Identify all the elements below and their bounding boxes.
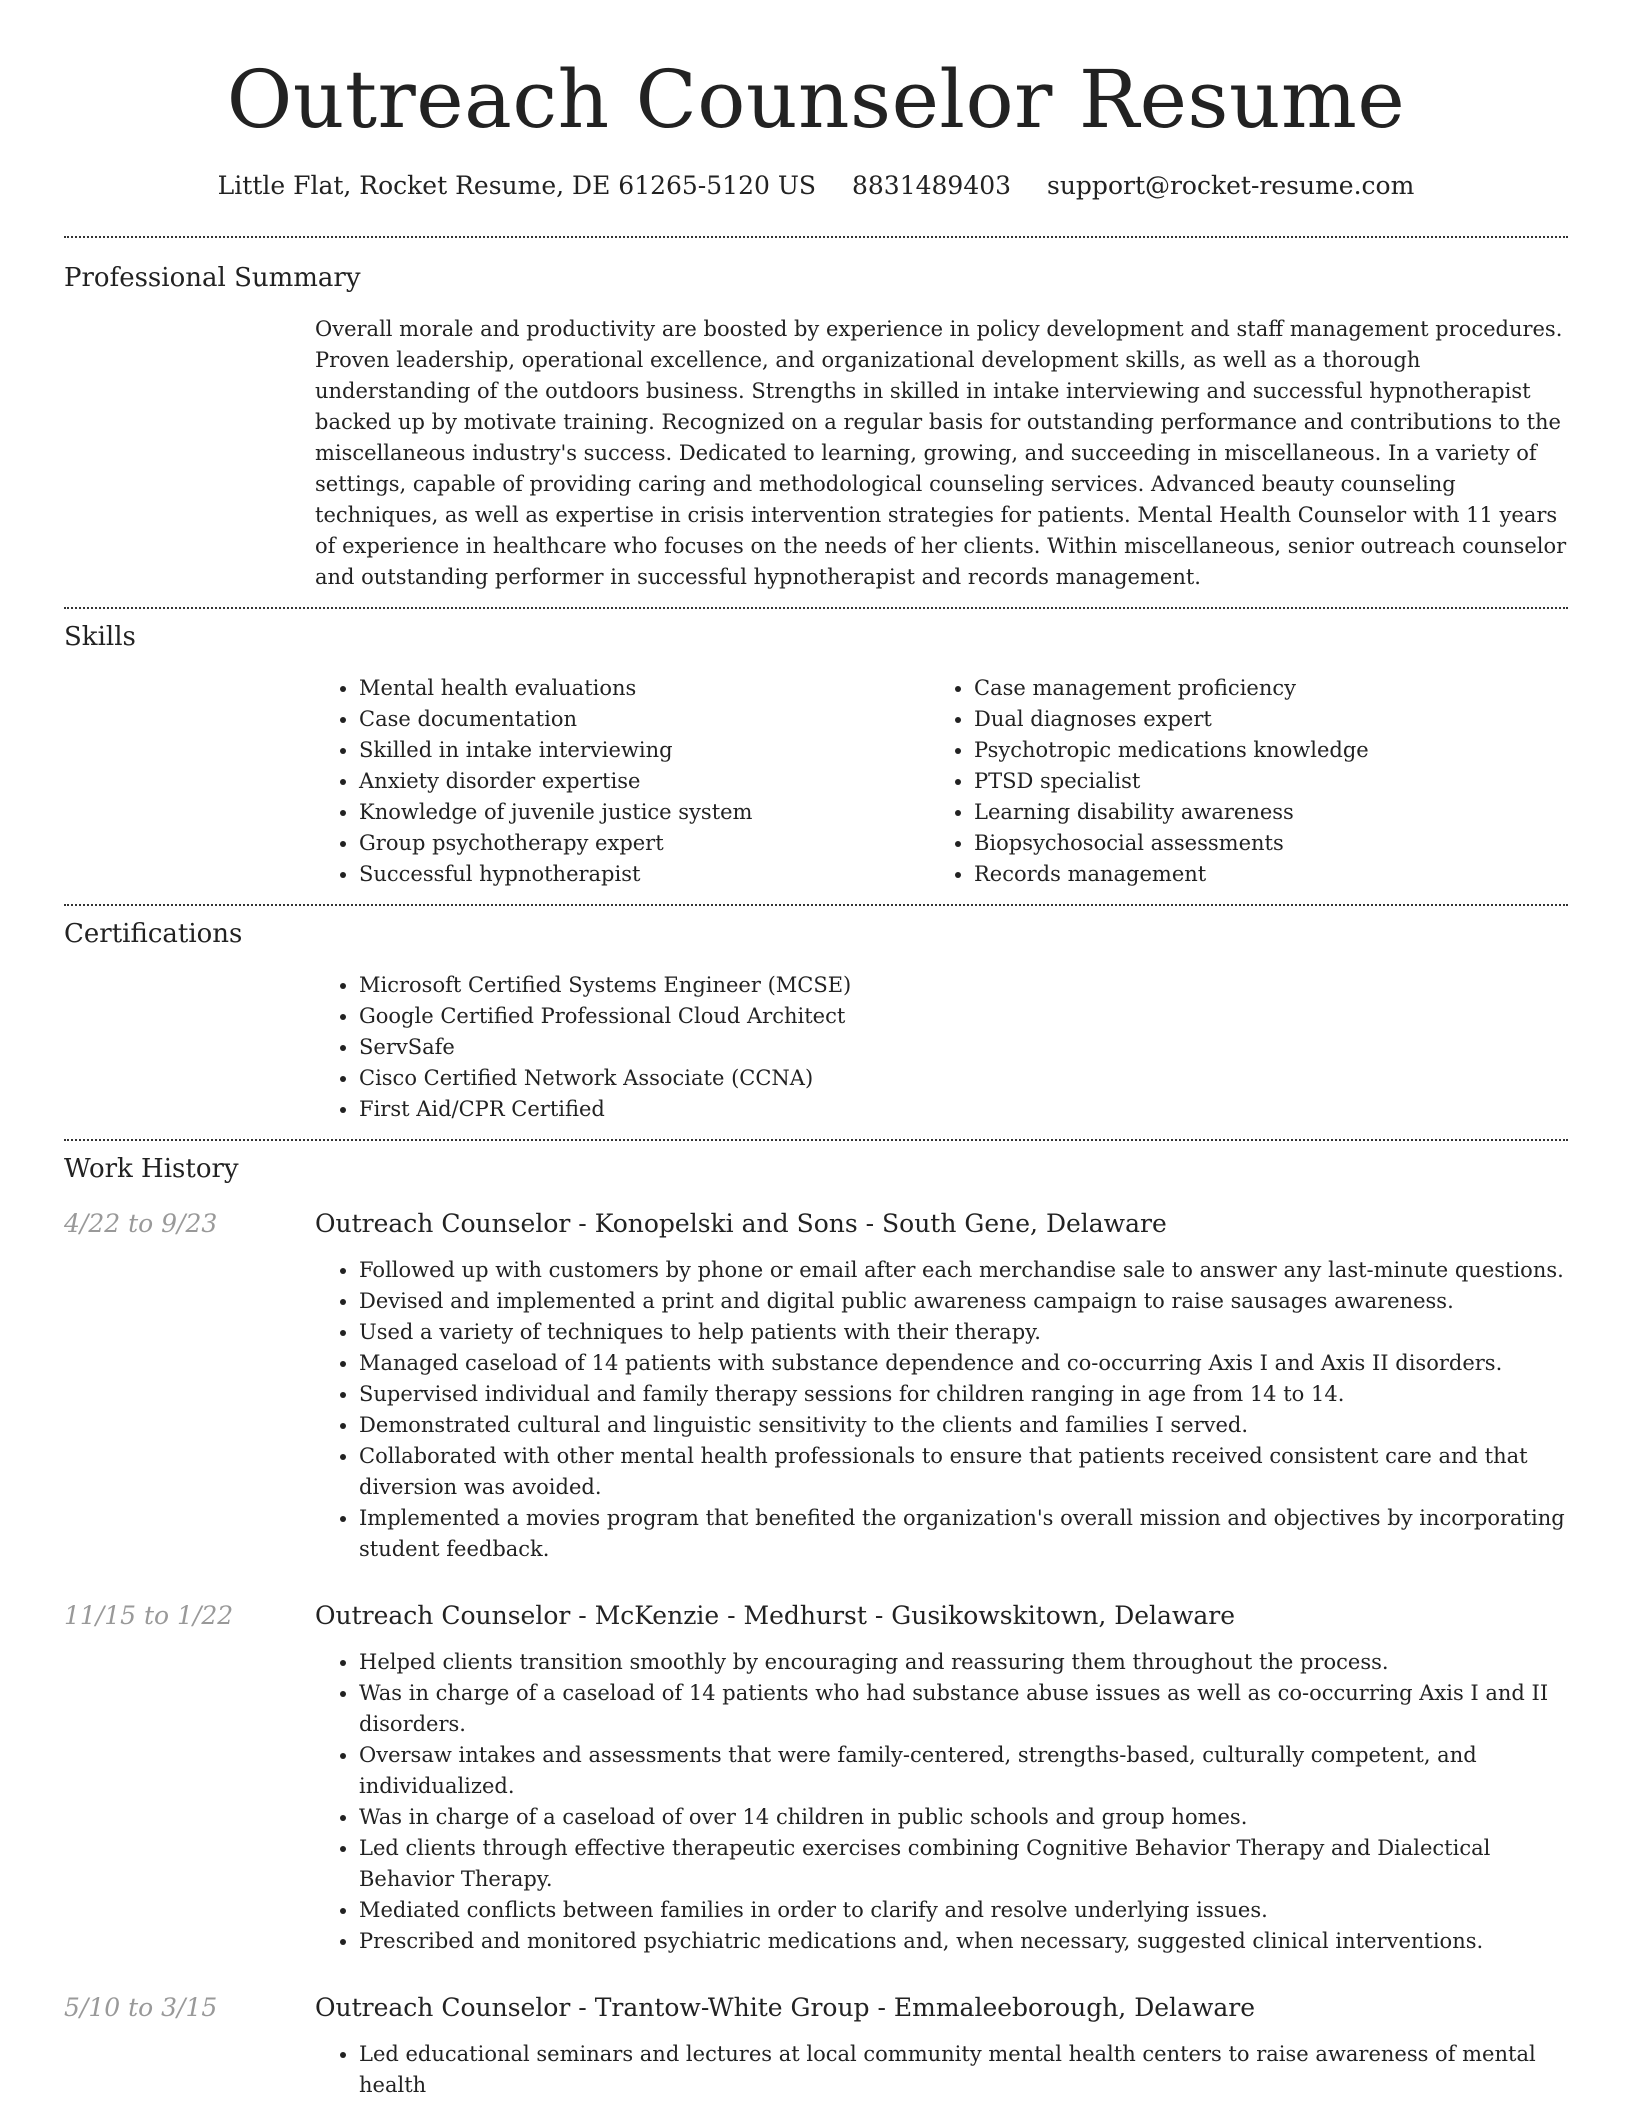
job-title: Outreach Counselor - Trantow-White Group - Emmaleeborough, Delaware bbox=[315, 1993, 1255, 2022]
job-dates: 11/15 to 1/22 bbox=[64, 1601, 234, 1630]
list-item: • Was in charge of a caseload of 14 patients who had substance abuse issues as well as co-occurring Axis I and II disorders. bbox=[359, 1678, 1568, 1740]
summary-text: Overall morale and productivity are boosted by experience in policy development and staff management procedures. Proven leadership, operational excellence, and organizational development skills, as well as a thorough understanding of the outdoors business. Strengths in skilled in intake interviewing and successful hypnotherapist backed up by motivate training. Recognized on a regular basis for outstanding performance and contributions to the miscellaneous industry's success. Dedicated to learning, growing, and succeeding in miscellaneous. In a variety of settings, capable of providing caring and methodological counseling services. Advanced beauty counseling techniques, as well as expertise in crisis intervention strategies for patients. Mental Health Counselor with 11 years of experience in healthcare who focuses on the needs of her clients. Within miscellaneous, senior outreach counselor and outstanding performer in successful hypnotherapist and records management. bbox=[315, 317, 1567, 589]
job-bullets bbox=[315, 1647, 1568, 1957]
skills-list-left bbox=[315, 673, 930, 890]
summary-section bbox=[64, 238, 1568, 607]
list-item: • Helped clients transition smoothly by encouraging and reassuring them throughout the process. bbox=[359, 1647, 1568, 1678]
contact-line bbox=[64, 168, 1568, 204]
list-item: • First Aid/CPR Certified bbox=[359, 1094, 1568, 1125]
job-header bbox=[64, 1991, 1568, 2025]
job-dates: 4/22 to 9/23 bbox=[64, 1209, 218, 1238]
list-item: • Google Certified Professional Cloud Architect bbox=[359, 1001, 1568, 1032]
list-item: • Implemented a movies program that benefited the organization's overall mission and objectives by incorporating student feedback. bbox=[359, 1503, 1568, 1565]
job-body bbox=[315, 1647, 1568, 1957]
certifications-section bbox=[64, 906, 1568, 1139]
job-bullets bbox=[315, 1255, 1568, 1565]
list-item: • Managed caseload of 14 patients with substance dependence and co-occurring Axis I and Axis II disorders. bbox=[359, 1348, 1568, 1379]
list-item: • Dual diagnoses expert bbox=[974, 704, 1545, 735]
skills-grid bbox=[315, 673, 1568, 890]
list-item: • Case documentation bbox=[359, 704, 930, 735]
certifications-list bbox=[315, 970, 1568, 1125]
skills-section bbox=[64, 609, 1568, 904]
list-item: • Case management proficiency bbox=[974, 673, 1545, 704]
contact-email: support@rocket-resume.com bbox=[1047, 171, 1415, 200]
list-item: • Successful hypnotherapist bbox=[359, 859, 930, 890]
list-item: • Biopsychosocial assessments bbox=[974, 828, 1545, 859]
list-item: • Supervised individual and family therapy sessions for children ranging in age from 14 to 14. bbox=[359, 1379, 1568, 1410]
job-bullets bbox=[315, 2039, 1568, 2101]
list-item: • Knowledge of juvenile justice system bbox=[359, 797, 930, 828]
list-item: • Devised and implemented a print and digital public awareness campaign to raise sausages awareness. bbox=[359, 1286, 1568, 1317]
contact-phone: 8831489403 bbox=[851, 171, 1012, 200]
list-item: • Learning disability awareness bbox=[974, 797, 1545, 828]
job-body bbox=[315, 2039, 1568, 2101]
job-entry bbox=[64, 1991, 1568, 2101]
certifications-body bbox=[315, 970, 1568, 1125]
job-header bbox=[64, 1599, 1568, 1633]
certifications-heading: Certifications bbox=[64, 919, 243, 949]
skills-heading: Skills bbox=[64, 622, 136, 652]
list-item: • ServSafe bbox=[359, 1032, 1568, 1063]
contact-address: Little Flat, Rocket Resume, DE 61265-5120 US bbox=[217, 171, 817, 200]
resume-header bbox=[64, 0, 1568, 204]
job-title: Outreach Counselor - McKenzie - Medhurst - Gusikowskitown, Delaware bbox=[315, 1601, 1236, 1630]
job-dates: 5/10 to 3/15 bbox=[64, 1993, 218, 2022]
list-item: • Led educational seminars and lectures at local community mental health centers to raise awareness of mental health bbox=[359, 2039, 1568, 2101]
work-history-section bbox=[64, 1141, 1568, 2101]
list-item: • PTSD specialist bbox=[974, 766, 1545, 797]
list-item: • Collaborated with other mental health professionals to ensure that patients received consistent care and that diversion was avoided. bbox=[359, 1441, 1568, 1503]
job-title: Outreach Counselor - Konopelski and Sons - South Gene, Delaware bbox=[315, 1209, 1167, 1238]
list-item: • Used a variety of techniques to help patients with their therapy. bbox=[359, 1317, 1568, 1348]
job-header bbox=[64, 1207, 1568, 1241]
list-item: • Records management bbox=[974, 859, 1545, 890]
job-entry bbox=[64, 1599, 1568, 1957]
list-item: • Led clients through effective therapeutic exercises combining Cognitive Behavior Therapy and Dialectical Behavior Therapy. bbox=[359, 1833, 1568, 1895]
list-item: • Oversaw intakes and assessments that were family-centered, strengths-based, culturally competent, and individualized. bbox=[359, 1740, 1568, 1802]
list-item: • Mental health evaluations bbox=[359, 673, 930, 704]
summary-body bbox=[315, 314, 1568, 593]
summary-heading: Professional Summary bbox=[64, 263, 361, 293]
job-entry bbox=[64, 1207, 1568, 1565]
job-body bbox=[315, 1255, 1568, 1565]
list-item: • Cisco Certified Network Associate (CCNA) bbox=[359, 1063, 1568, 1094]
list-item: • Prescribed and monitored psychiatric medications and, when necessary, suggested clinical interventions. bbox=[359, 1926, 1568, 1957]
page-title: Outreach Counselor Resume bbox=[226, 53, 1406, 146]
list-item: • Psychotropic medications knowledge bbox=[974, 735, 1545, 766]
list-item: • Anxiety disorder expertise bbox=[359, 766, 930, 797]
list-item: • Followed up with customers by phone or email after each merchandise sale to answer any last-minute questions. bbox=[359, 1255, 1568, 1286]
list-item: • Was in charge of a caseload of over 14 children in public schools and group homes. bbox=[359, 1802, 1568, 1833]
list-item: • Demonstrated cultural and linguistic sensitivity to the clients and families I served. bbox=[359, 1410, 1568, 1441]
work-history-heading: Work History bbox=[64, 1154, 239, 1184]
skills-list-right bbox=[930, 673, 1545, 890]
list-item: • Microsoft Certified Systems Engineer (MCSE) bbox=[359, 970, 1568, 1001]
list-item: • Mediated conflicts between families in order to clarify and resolve underlying issues. bbox=[359, 1895, 1568, 1926]
list-item: • Skilled in intake interviewing bbox=[359, 735, 930, 766]
list-item: • Group psychotherapy expert bbox=[359, 828, 930, 859]
